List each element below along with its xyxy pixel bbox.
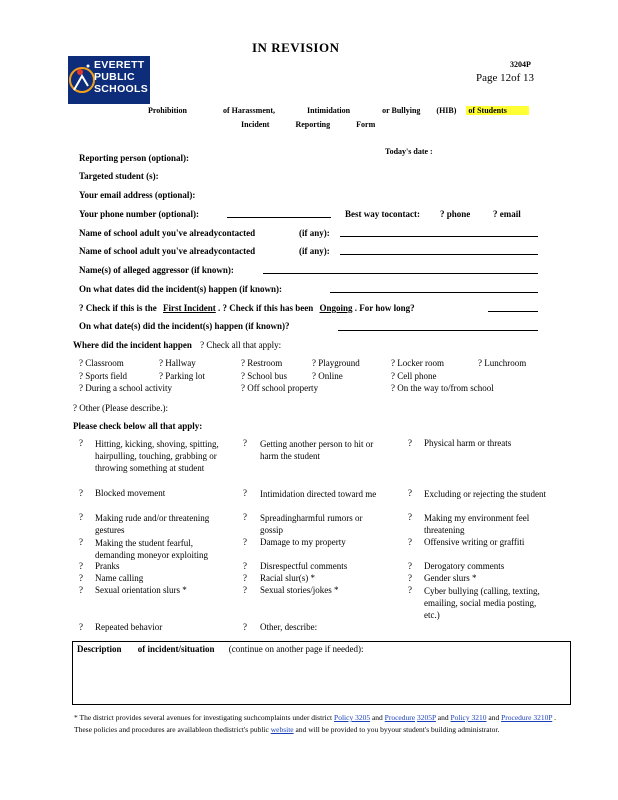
reporting-person-label: Reporting person (optional):: [79, 153, 189, 163]
checkbox-icon[interactable]: ?: [408, 438, 412, 448]
check-ongoing-label: . ? Check if this has been: [218, 303, 314, 313]
checkbox-icon[interactable]: ?: [79, 561, 83, 571]
behavior-excluding: Excluding or rejecting the student: [424, 489, 546, 499]
how-long-input[interactable]: [488, 311, 538, 312]
check-first-label: ? Check if this is the: [79, 303, 157, 313]
title-word: Reporting: [295, 120, 331, 129]
behavior-gender-slurs: Gender slurs *: [424, 573, 477, 583]
how-long-label: . For how long?: [354, 303, 415, 313]
behavior-racial-slurs: Racial slur(s) *: [260, 573, 315, 583]
adult-contacted-label-2: Name of school adult you've alreadycontacted: [79, 246, 256, 256]
footnote-text-1: The district provides several avenues for investigating suchcomplaints under district: [79, 713, 333, 722]
where-hallway[interactable]: ? Hallway: [159, 358, 196, 368]
best-way-label: Best way tocontact:: [345, 209, 420, 219]
behavior-environment: Making my environment feel threatening: [424, 513, 530, 535]
checkbox-icon[interactable]: ?: [79, 512, 83, 522]
description-header: [77, 644, 363, 654]
checkbox-icon[interactable]: ?: [243, 561, 247, 571]
form-code: 3204P: [510, 60, 531, 69]
form-title-line1: [148, 106, 529, 115]
checkbox-icon[interactable]: ?: [243, 573, 247, 583]
procedure-3210p-link[interactable]: Procedure 3210P: [501, 713, 553, 722]
checkbox-icon[interactable]: ?: [408, 512, 412, 522]
revision-heading: IN REVISION: [252, 40, 340, 55]
where-other[interactable]: ? Other (Please describe.):: [73, 403, 168, 413]
where-online[interactable]: ? Online: [312, 371, 343, 381]
incident-dates-input-2[interactable]: [338, 330, 538, 331]
footnote-and: and: [371, 713, 383, 722]
logo-line-3: SCHOOLS: [94, 83, 149, 95]
behavior-pranks: Pranks: [95, 561, 120, 571]
where-school-activity[interactable]: ? During a school activity: [79, 383, 172, 393]
phone-option[interactable]: ? phone: [440, 209, 471, 219]
behavior-intimidation: Intimidation directed toward me: [260, 489, 377, 499]
where-lunchroom[interactable]: ? Lunchroom: [478, 358, 527, 368]
behavior-cyber: Cyber bullying (calling, texting, emailing, social media posting, etc.): [424, 586, 540, 620]
behavior-graffiti: Offensive writing or graffiti: [424, 537, 525, 547]
footnote-and: and: [488, 713, 500, 722]
checkbox-icon[interactable]: ?: [408, 573, 412, 583]
behavior-damage: Damage to my property: [260, 537, 346, 547]
logo-line-1: EVERETT: [94, 59, 145, 71]
behavior-disrespectful: Disrespectful comments: [260, 561, 348, 571]
check-all-label: ? Check all that apply:: [200, 340, 282, 350]
checkbox-icon[interactable]: ?: [79, 622, 83, 632]
checkbox-icon[interactable]: ?: [243, 488, 247, 498]
checkbox-icon[interactable]: ?: [243, 622, 247, 632]
title-word: Form: [356, 120, 376, 129]
website-link[interactable]: website: [270, 725, 294, 734]
behavior-physical-harm: Physical harm or threats: [424, 438, 512, 448]
behaviors-label: Please check below all that apply:: [73, 421, 203, 431]
incident-dates-label-2: On what date(s) did the incident(s) happen (if known)?: [79, 321, 290, 331]
behavior-blocked: Blocked movement: [95, 488, 166, 498]
aggressor-input[interactable]: [263, 273, 538, 274]
first-incident-row: [79, 303, 415, 313]
district-logo: [68, 56, 150, 104]
checkbox-icon[interactable]: ?: [79, 585, 83, 595]
policy-3205-link[interactable]: Policy 3205: [334, 713, 371, 722]
behavior-sexual-jokes: Sexual stories/jokes *: [260, 585, 339, 595]
first-incident-checkbox[interactable]: First Incident: [163, 303, 216, 313]
checkbox-icon[interactable]: ?: [408, 585, 412, 595]
where-row: [73, 340, 281, 350]
behavior-repeated: Repeated behavior: [95, 622, 163, 632]
checkbox-icon[interactable]: ?: [243, 537, 247, 547]
phone-input-line[interactable]: [227, 217, 331, 218]
where-sports-field[interactable]: ? Sports field: [79, 371, 127, 381]
where-label: Where did the incident happen: [73, 340, 192, 350]
checkbox-icon[interactable]: ?: [408, 488, 412, 498]
checkbox-icon[interactable]: ?: [243, 512, 247, 522]
checkbox-icon[interactable]: ?: [243, 438, 247, 448]
where-parking-lot[interactable]: ? Parking lot: [159, 371, 205, 381]
behavior-other: Other, describe:: [260, 622, 318, 632]
title-word: Prohibition: [148, 106, 187, 115]
page-number: Page 12of 13: [476, 72, 535, 84]
email-option-label: email: [499, 209, 521, 219]
where-classroom[interactable]: ? Classroom: [79, 358, 124, 368]
footnote-text-2: . These policies and procedures are availableon thedistrict's public: [74, 713, 557, 734]
adult-contacted-input-2[interactable]: [340, 254, 538, 255]
checkbox-icon[interactable]: ?: [408, 561, 412, 571]
title-word: Intimidation: [306, 106, 351, 115]
incident-dates-label: On what dates did the incident(s) happen (if known):: [79, 284, 283, 294]
description-label: Description: [77, 644, 122, 654]
description-note: (continue on another page if needed):: [228, 644, 364, 654]
behavior-getting-another: Getting another person to hit or harm the student: [260, 439, 374, 461]
behavior-hitting: Hitting, kicking, shoving, spitting, hairpulling, touching, grabbing or throwing something at student: [95, 439, 219, 473]
title-word: or Bullying: [382, 106, 421, 115]
checkbox-icon[interactable]: ?: [79, 488, 83, 498]
behavior-rumors: Spreadingharmful rumors or gossip: [260, 513, 363, 535]
title-word: Incident: [241, 120, 270, 129]
where-locker-room[interactable]: ? Locker room: [391, 358, 444, 368]
where-school-bus[interactable]: ? School bus: [241, 371, 287, 381]
checkbox-icon[interactable]: ?: [408, 537, 412, 547]
checkbox-icon[interactable]: ?: [79, 438, 83, 448]
policy-3210-link[interactable]: Policy 3210: [450, 713, 487, 722]
behavior-orientation-slurs: Sexual orientation slurs *: [95, 585, 187, 595]
footnote-star: *: [74, 713, 78, 722]
title-word: of Harassment,: [222, 106, 275, 115]
procedure-link[interactable]: Procedure: [384, 713, 416, 722]
footnote-and: and: [437, 713, 449, 722]
adult-contacted-input-1[interactable]: [340, 236, 538, 237]
behavior-derogatory: Derogatory comments: [424, 561, 505, 571]
where-cell-phone[interactable]: ? Cell phone: [391, 371, 437, 381]
adult-contacted-label-1: Name of school adult you've alreadycontacted: [79, 228, 256, 238]
checkbox-icon[interactable]: ?: [79, 573, 83, 583]
description-label-2: of incident/situation: [137, 644, 215, 654]
phone-option-label: phone: [446, 209, 471, 219]
where-off-property[interactable]: ? Off school property: [241, 383, 319, 393]
where-playground[interactable]: ? Playground: [312, 358, 360, 368]
ongoing-checkbox[interactable]: Ongoing: [319, 303, 353, 313]
where-restroom[interactable]: ? Restroom: [241, 358, 283, 368]
if-any-label-2: (if any):: [299, 246, 330, 256]
behavior-name-calling: Name calling: [95, 573, 144, 583]
logo-line-2: PUBLIC: [94, 71, 135, 83]
procedure-3205p-link[interactable]: 3205P: [416, 713, 436, 722]
title-highlight: of Students: [466, 106, 528, 115]
targeted-students-label: Targeted student (s):: [79, 171, 159, 181]
your-phone-label: Your phone number (optional):: [79, 209, 199, 219]
form-title-line2: [241, 120, 375, 129]
aggressor-label: Name(s) of alleged aggressor (if known):: [79, 265, 234, 275]
todays-date-label: Today's date :: [385, 147, 433, 156]
behavior-rude-gestures: Making rude and/or threatening gestures: [95, 513, 210, 535]
where-way-to-school[interactable]: ? On the way to/from school: [391, 383, 494, 393]
behavior-fearful: Making the student fearful, demanding moneyor exploiting: [95, 538, 208, 560]
if-any-label-1: (if any):: [299, 228, 330, 238]
footnote: [74, 712, 564, 736]
email-option[interactable]: ? email: [493, 209, 521, 219]
title-word: (HIB): [436, 106, 457, 115]
checkbox-icon[interactable]: ?: [79, 537, 83, 547]
incident-dates-input[interactable]: [330, 292, 538, 293]
checkbox-icon[interactable]: ?: [243, 585, 247, 595]
footnote-text-3: and will be provided to you byyour student's building administrator.: [295, 725, 500, 734]
your-email-label: Your email address (optional):: [79, 190, 196, 200]
